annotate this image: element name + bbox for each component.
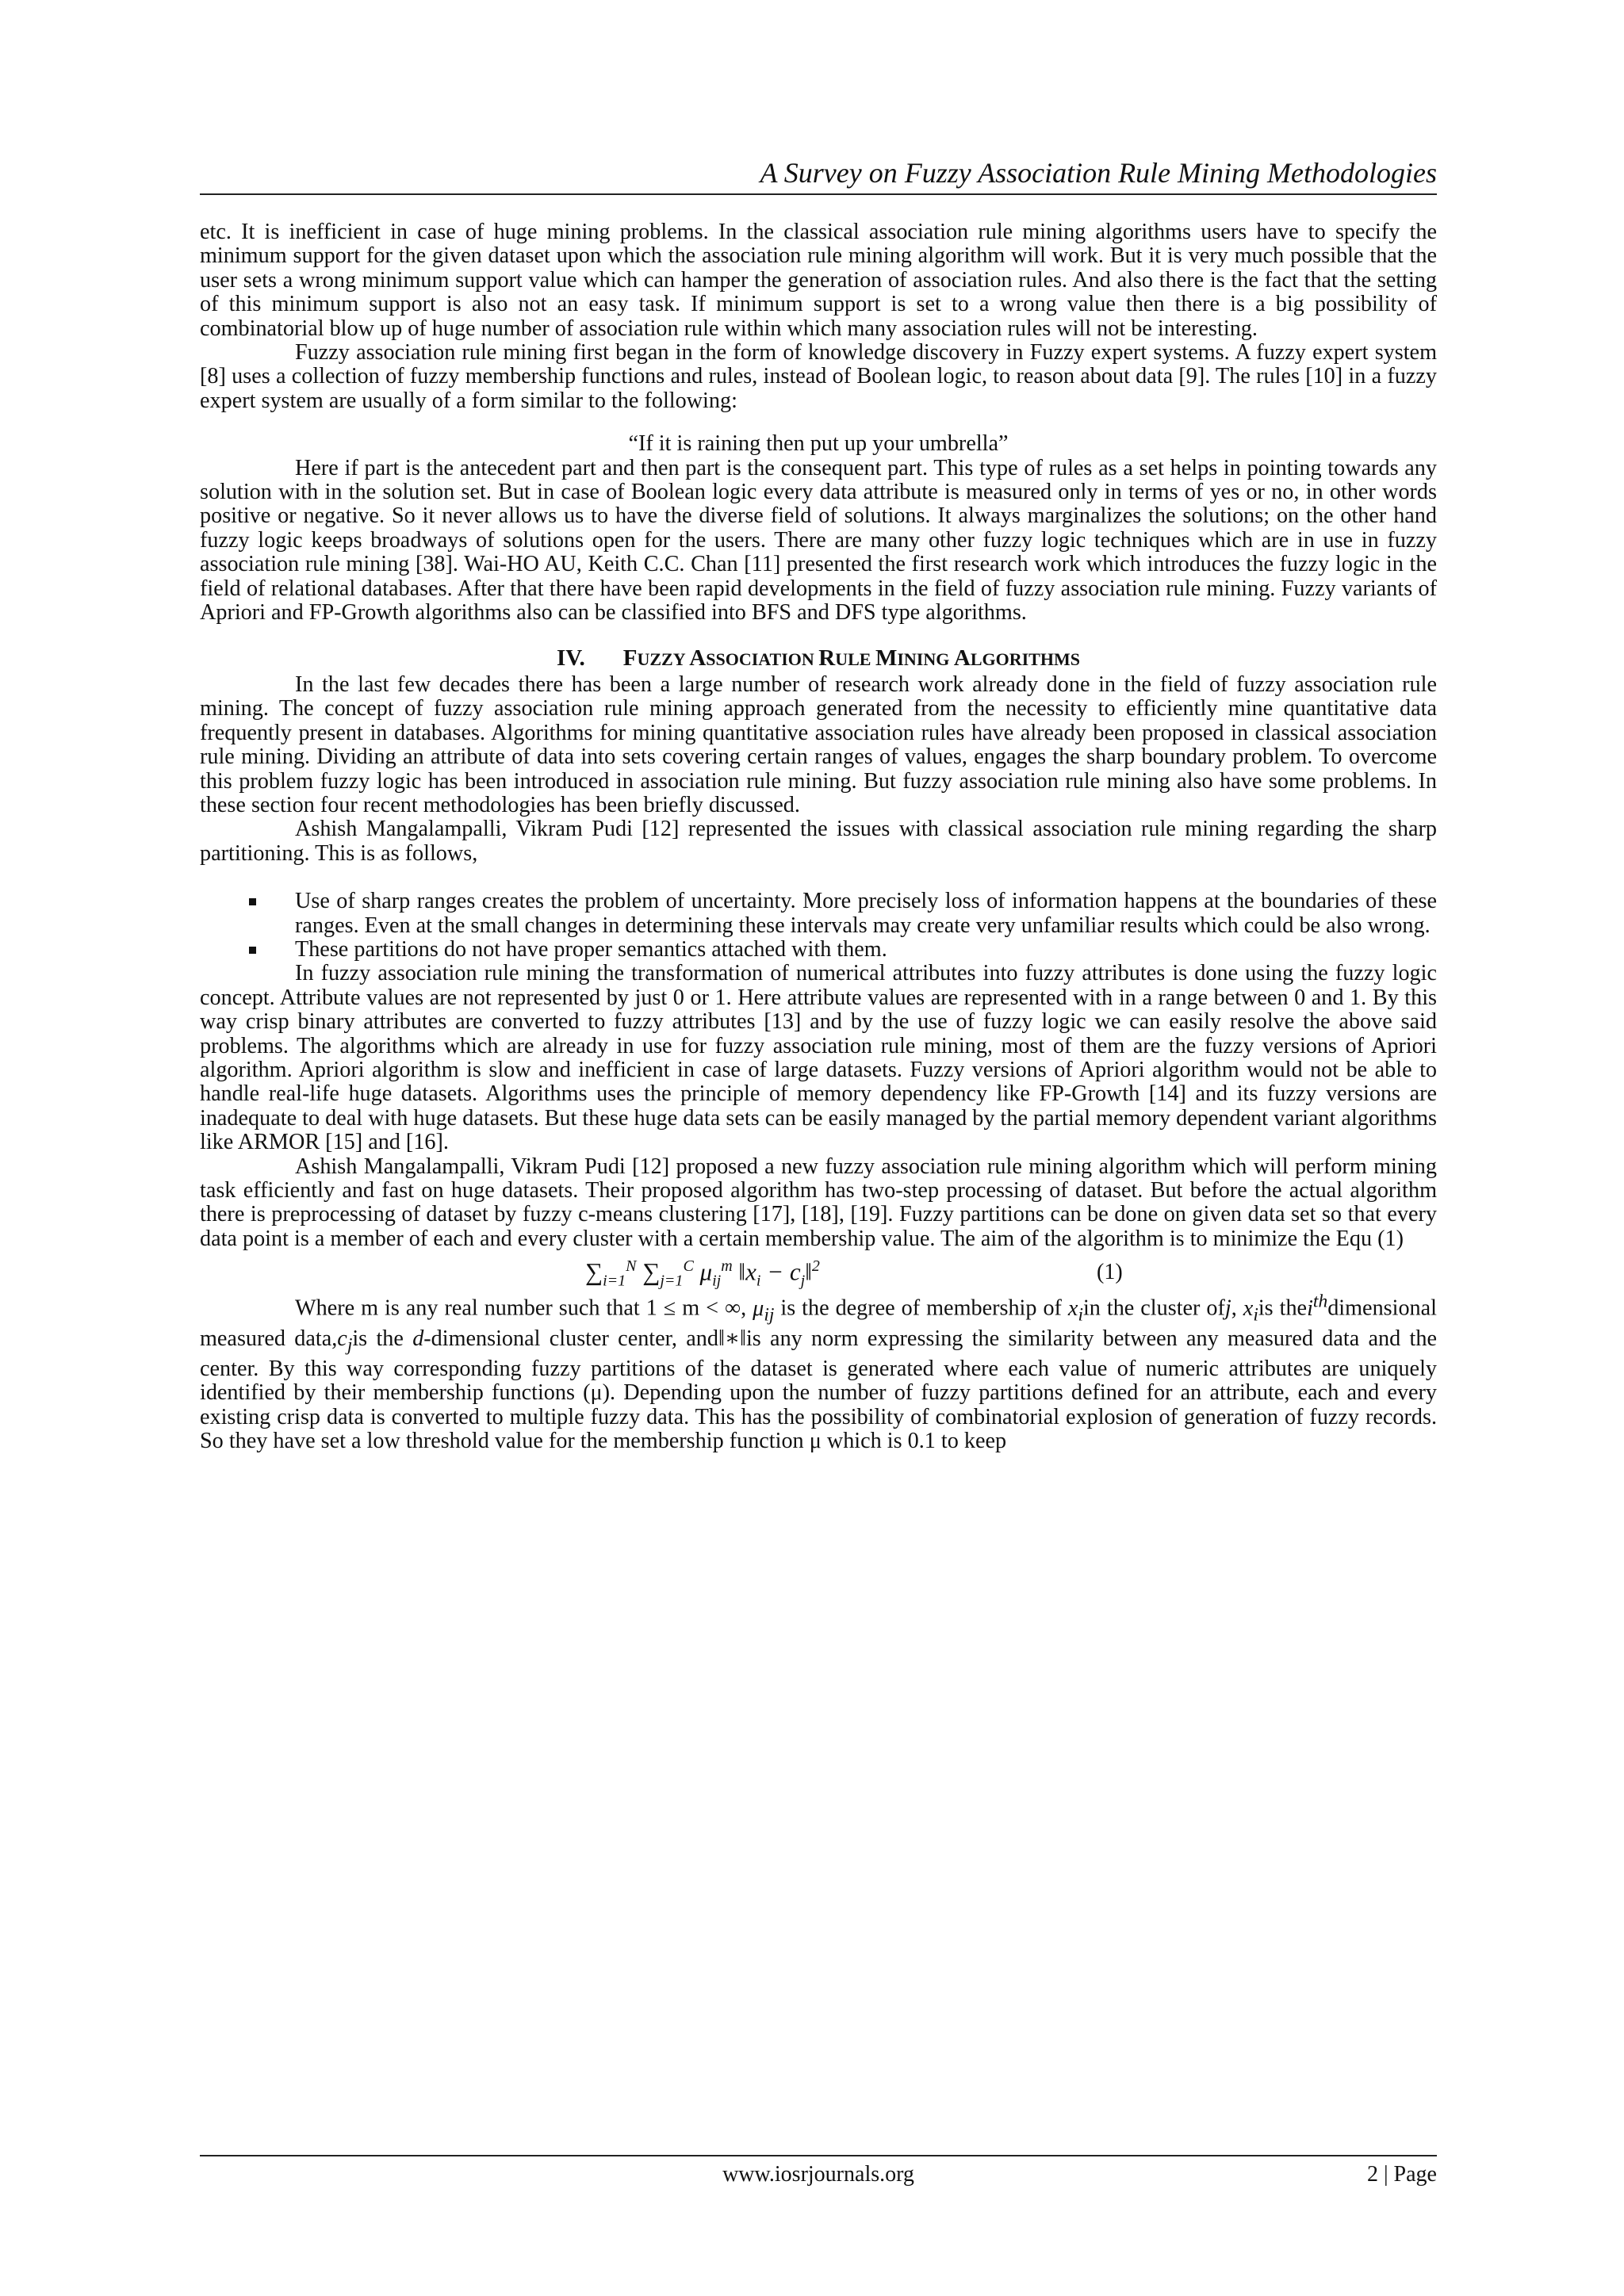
- running-header: A Survey on Fuzzy Association Rule Mining Methodologies: [760, 157, 1437, 189]
- umbrella-quote: “If it is raining then put up your umbrella”: [628, 431, 1009, 457]
- paragraph-4: In the last few decades there has been a large number of research work already done in the field of fuzzy association rule mining. The concept of fuzzy association rule mining approach generated from the necessity to efficiently mine quantitative data frequently present in databases. Algorithms for mining quantitative association rules have already been proposed in classical association rule mining. Dividing an attribute of data into sets covering certain ranges of values, engages the sharp boundary problem. To overcome this problem fuzzy logic has been introduced in association rule mining. But fuzzy association rule mining also have some problems. In these section four recent methodologies has been briefly discussed.: [200, 672, 1437, 817]
- paragraph-1: etc. It is inefficient in case of huge mining problems. In the classical association rule mining algorithms users have to specify the minimum support for the given dataset upon which the association rule mining algorithm will work. But it is very much possible that the user sets a wrong minimum support value which can hamper the generation of association rules. And also there is the fact that the setting of this minimum support is also not an easy task. If minimum support is set to a wrong value then there is a big possibility of combinatorial blow up of huge number of association rule within which many association rules will not be interesting.: [200, 220, 1437, 341]
- paragraph-2: Fuzzy association rule mining first began in the form of knowledge discovery in Fuzzy expert systems. A fuzzy expert system [8] uses a collection of fuzzy membership functions and rules, instead of Boolean logic, to reason about data [9]. The rules [10] in a fuzzy expert system are usually of a form similar to the following:: [200, 340, 1437, 413]
- page-number: 2 | Page: [1366, 2162, 1437, 2187]
- equation-expression: $\sum_{i=1}^N$ $\sum_{j=1}^C$ $\mu_{ij}^m$ $‖x_i$ − $c_j‖^2$: [585, 1257, 820, 1290]
- body-text: [200, 220, 1437, 1453]
- paragraph-3: Here if part is the antecedent part and then part is the consequent part. This type of rules as a set helps in pointing towards any solution with in the solution set. But in case of Boolean logic every data attribute is measured only in terms of yes or no, in other words positive or negative. So it never allows us to have the diverse field of solutions. It always marginalizes the solutions; on the other hand fuzzy logic keeps broadways of solutions open for the users. There are many other fuzzy logic techniques which are in use in fuzzy association rule mining [38]. Wai-HO AU, Keith C.C. Chan [11] presented the first research work which introduces the fuzzy logic in the field of relational databases. After that there have been rapid developments in the field of fuzzy association rule mining. Fuzzy variants of Apriori and FP-Growth algorithms also can be classified into BFS and DFS type algorithms.: [200, 455, 1437, 626]
- bullet-list: [200, 890, 1437, 962]
- spacer: [200, 866, 1437, 890]
- paragraph-5: Ashish Mangalampalli, Vikram Pudi [12] represented the issues with classical association rule mining regarding the sharp partitioning. This is as follows,: [200, 817, 1437, 866]
- footer-rule: [200, 2155, 1437, 2156]
- list-item: These partitions do not have proper semantics attached with them.: [200, 938, 1437, 962]
- section-title: FUZZY ASSOCIATION RULE MINING ALGORITHMS: [622, 645, 1080, 671]
- paragraph-6: In fuzzy association rule mining the transformation of numerical attributes into fuzzy attributes is done using the fuzzy logic concept. Attribute values are not represented by just 0 or 1. Here attribute values are represented with in a range between 0 and 1. By this way crisp binary attributes are converted to fuzzy attributes [13] and by the use of fuzzy logic we can easily resolve the above said problems. The algorithms which are already in use for fuzzy association rule mining, most of them are the fuzzy versions of Apriori algorithm. Apriori algorithm is slow and inefficient in case of large datasets. Fuzzy versions of Apriori algorithm would not be able to handle real-life huge datasets. Algorithms uses the principle of memory dependency like FP-Growth [14] and its fuzzy versions are inadequate to deal with huge datasets. But these huge data sets can be easily managed by the partial memory dependent variant algorithms like ARMOR [15] and [16].: [200, 961, 1437, 1155]
- square-bullet-icon: [249, 898, 256, 905]
- list-item: Use of sharp ranges creates the problem of uncertainty. More precisely loss of information happens at the boundaries of these ranges. Even at the small changes in determining these intervals may create very unfamiliar results which could be also wrong.: [200, 890, 1437, 938]
- paragraph-8: Where m is any real number such that 1 ≤ m < ∞, $\mu_{ij}$ is the degree of membership of $x_iin$ the cluster ofj, $x_iis$ thei$^{th}$dimensional measured $data,c_jis$ the d-dimensional cluster center, and‖∗‖is any norm expressing the similarity between any measured data and the center. By this way corresponding fuzzy partitions of the dataset is generated where each value of numeric attributes are uniquely identified by their membership functions (μ). Depending upon the number of fuzzy partitions defined for an attribute, each and every existing crisp data is converted to multiple fuzzy data. This has the possibility of combinatorial explosion of generation of fuzzy records. So they have set a low threshold value for the membership function μ which is 0.1 to keep: [200, 1291, 1437, 1453]
- square-bullet-icon: [249, 947, 256, 954]
- paragraph-7: Ashish Mangalampalli, Vikram Pudi [12] proposed a new fuzzy association rule mining algorithm which will perform mining task efficiently and fast on huge datasets. Their proposed algorithm has two-step processing of dataset. But before the actual algorithm there is preprocessing of dataset by fuzzy c-means clustering [17], [18], [19]. Fuzzy partitions can be done on given data set so that every data point is a member of each and every cluster with a certain membership value. The aim of the algorithm is to minimize the Equ (1): [200, 1154, 1437, 1251]
- equation-number: (1): [1097, 1260, 1123, 1285]
- section-heading: [200, 646, 1437, 672]
- journal-link[interactable]: www.iosrjournals.org: [722, 2162, 914, 2187]
- equation-1: [200, 1253, 1437, 1289]
- section-number: IV.: [557, 645, 585, 671]
- header-rule: [200, 193, 1437, 195]
